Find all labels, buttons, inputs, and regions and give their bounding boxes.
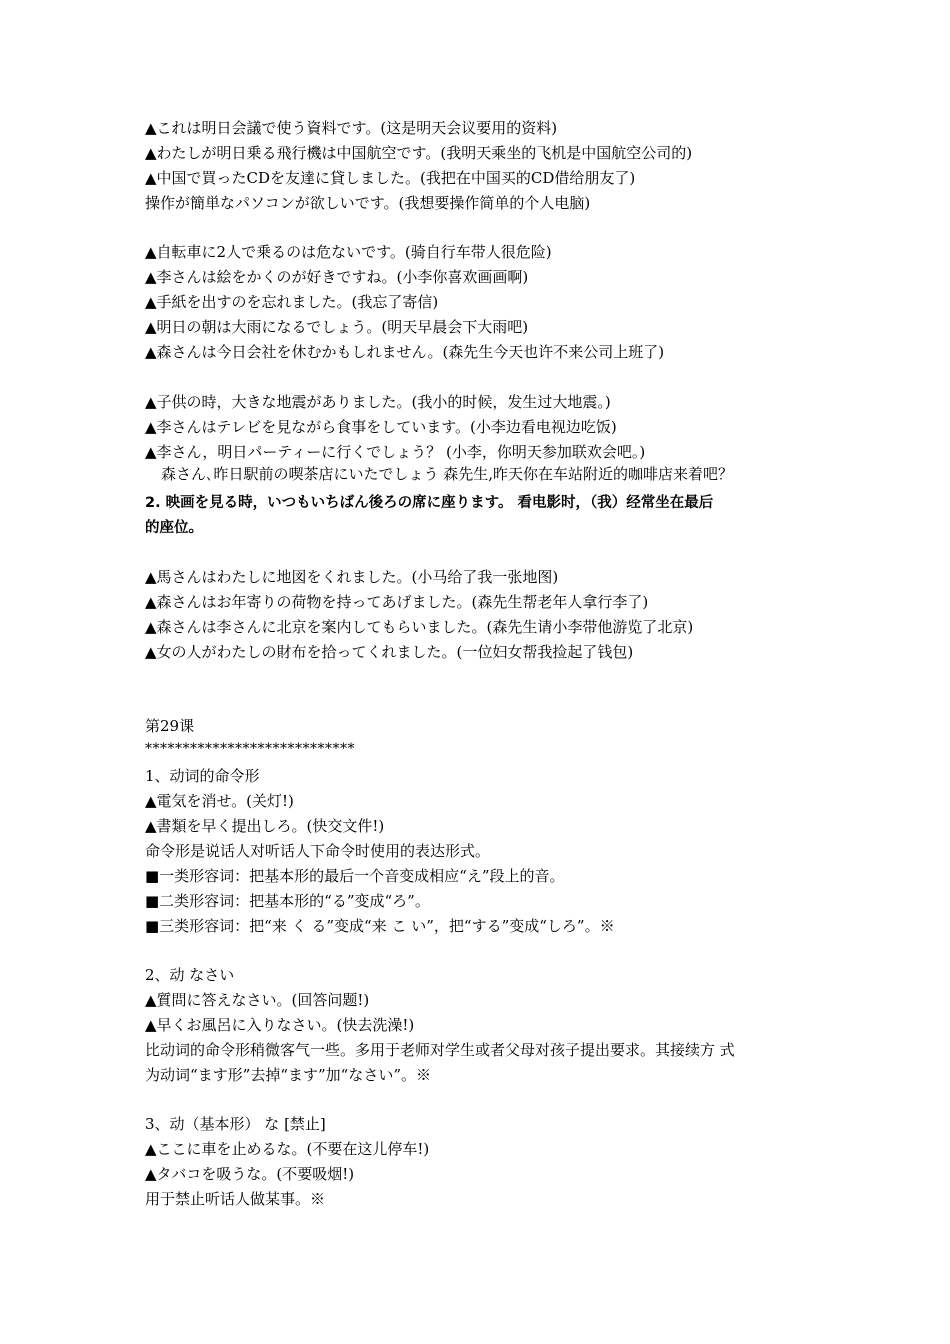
- example-sentence: ▲森さんはお年寄りの荷物を持ってあげました。(森先生帮老年人拿行李了): [145, 593, 649, 611]
- example-sentence: ▲電気を消せ。(关灯!): [145, 792, 294, 810]
- example-sentence: ▲女の人がわたしの財布を拾ってくれました。(一位妇女帮我捡起了钱包): [145, 643, 634, 661]
- example-sentence: ▲わたしが明日乗る飛行機は中国航空です。(我明天乘坐的飞机是中国航空公司的): [145, 144, 693, 162]
- example-sentence: ▲明日の朝は大雨になるでしょう。(明天早晨会下大雨吧): [145, 318, 529, 336]
- example-sentence: ▲タバコを吸うな。(不要吸烟!): [145, 1165, 355, 1183]
- explanation-text: 命令形是说话人对听话人下命令时使用的表达形式。: [145, 842, 491, 860]
- section-heading: 2、动 なさい: [145, 966, 235, 984]
- example-sentence: ▲李さんはテレビを見ながら食事をしています。(小李边看电视边吃饭): [145, 418, 617, 436]
- example-sentence: ▲李さんは絵をかくのが好きですね。(小李你喜欢画画啊): [145, 268, 529, 286]
- separator-line: ****************************: [145, 741, 355, 757]
- lesson-title: 第29课: [145, 717, 195, 735]
- example-sentence: ▲手紙を出すのを忘れました。(我忘了寄信): [145, 293, 439, 311]
- section-heading: 3、动（基本形） な [禁止]: [145, 1115, 326, 1133]
- example-sentence: 操作が簡単なパソコンが欲しいです。(我想要操作简单的个人电脑): [145, 194, 591, 212]
- numbered-example-continuation: 的座位。: [145, 520, 203, 536]
- example-sentence: 森さん､昨日駅前の喫茶店にいたでしょう 森先生,昨天你在车站附近的咖啡店来着吧？: [161, 465, 734, 483]
- rule-item: ■二类形容词：把基本形的“る”变成“ろ”。: [145, 892, 430, 910]
- example-sentence: ▲中国で買ったCDを友達に貸しました。(我把在中国买的CD借给朋友了): [145, 169, 636, 187]
- numbered-example: 2. 映画を見る時，いつもいちばん後ろの席に座ります。 看电影时，（我）经常坐在最后: [145, 495, 714, 511]
- rule-item: ■三类形容词：把“来 く る”变成“来 こ い”，把“する”变成“しろ”。※: [145, 917, 615, 935]
- rule-item: ■一类形容词：把基本形的最后一个音变成相应“え”段上的音。: [145, 867, 565, 885]
- example-sentence: ▲早くお風呂に入りなさい。(快去洗澡!): [145, 1016, 415, 1034]
- section-heading: 1、动词的命令形: [145, 767, 260, 785]
- example-sentence: ▲ここに車を止めるな。(不要在这儿停车!): [145, 1140, 430, 1158]
- explanation-text: 比动词的命令形稍微客气一些。多用于老师对学生或者父母对孩子提出要求。其接续方 式: [145, 1041, 735, 1059]
- example-sentence: ▲これは明日会議で使う資料です。(这是明天会议要用的资料): [145, 119, 558, 137]
- example-sentence: ▲森さんは李さんに北京を案内してもらいました。(森先生请小李带他游览了北京): [145, 618, 694, 636]
- example-sentence: ▲自転車に2人で乗るのは危ないです。(骑自行车带人很危险): [145, 243, 552, 261]
- example-sentence: ▲質問に答えなさい。(回答问题!): [145, 991, 370, 1009]
- example-sentence: ▲李さん，明日パーティーに行くでしょう？ (小李，你明天参加联欢会吧。): [145, 443, 646, 461]
- explanation-text: 为动词“ます形”去掉“ます”加“なさい”。※: [145, 1066, 432, 1084]
- explanation-text: 用于禁止听话人做某事。※: [145, 1190, 326, 1208]
- example-sentence: ▲子供の時，大きな地震がありました。(我小的时候，发生过大地震。): [145, 393, 611, 411]
- example-sentence: ▲書類を早く提出しろ。(快交文件!): [145, 817, 385, 835]
- example-sentence: ▲馬さんはわたしに地図をくれました。(小马给了我一张地图): [145, 568, 559, 586]
- example-sentence: ▲森さんは今日会社を休むかもしれません。(森先生今天也许不来公司上班了): [145, 343, 665, 361]
